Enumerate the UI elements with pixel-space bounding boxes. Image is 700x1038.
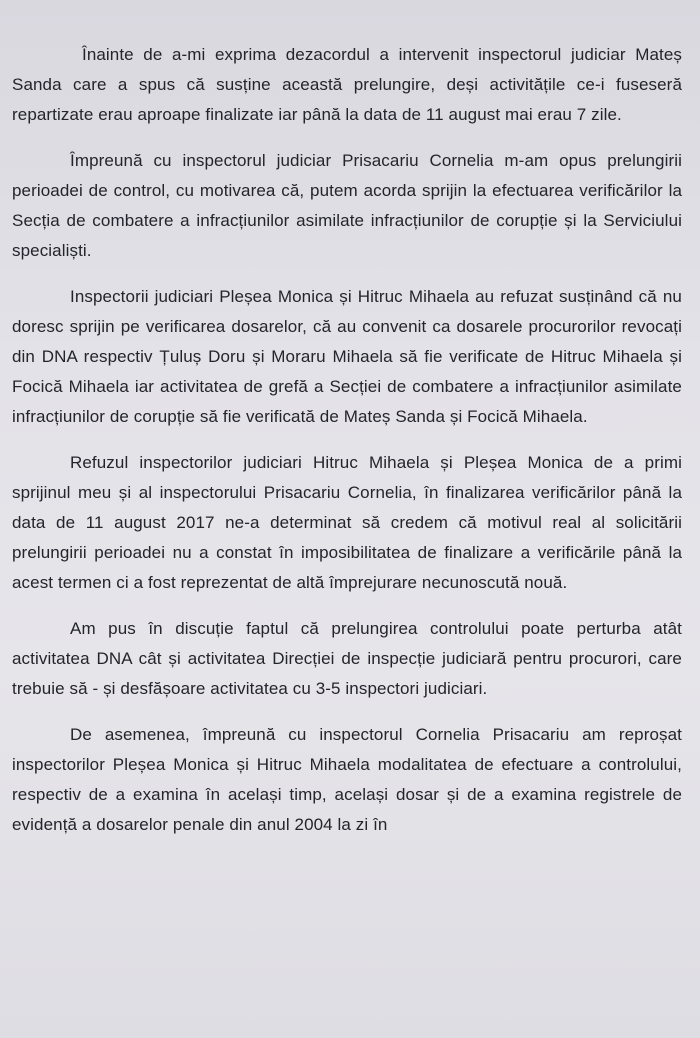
paragraph-3: Inspectorii judiciari Pleșea Monica și Hitruc Mihaela au refuzat susținând că nu doresc sprijin pe verificarea dosarelor, că au convenit ca dosarele procurorilor revocați din DNA respectiv Țuluș Doru și Moraru Mihaela să fie verificate de Hitruc Mihaela și Focică Mihaela iar activitatea de grefă a Secției de combatere a infracțiunilor asimilate infracțiunilor de corupție să fie verificată de Mateș Sanda și Focică Mihaela. [12, 287, 682, 426]
paragraph-4: Refuzul inspectorilor judiciari Hitruc Mihaela și Pleșea Monica de a primi sprijinul meu și al inspectorului Prisacariu Cornelia, în finalizarea verificărilor până la data de 11 august 2017 ne-a determinat să credem că motivul real al solicitării prelungirii perioadei nu a constat în imposibilitatea de finalizare a verificările până la acest termen ci a fost reprezentat de altă împrejurare necunoscută nouă. [12, 453, 682, 592]
paragraph-2: Împreună cu inspectorul judiciar Prisacariu Cornelia m-am opus prelungirii perioadei de control, cu motivarea că, putem acorda sprijin la efectuarea verificărilor la Secția de combatere a infracțiunilor asimilate infracțiunilor de corupție și la Serviciului specialiști. [12, 151, 682, 260]
paragraph-1: Înainte de a-mi exprima dezacordul a intervenit inspectorul judiciar Mateș Sanda care a spus că susține această prelungire, deși activitățile ce-i fuseseră repartizate erau aproape finalizate iar până la data de 11 august mai erau 7 zile. [12, 45, 682, 124]
paragraph-5: Am pus în discuție faptul că prelungirea controlului poate perturba atât activitatea DNA cât și activitatea Direcției de inspecție judiciară pentru procurori, care trebuie să - și desfășoare activitatea cu 3-5 inspectori judiciari. [12, 619, 682, 698]
paragraph-6: De asemenea, împreună cu inspectorul Cornelia Prisacariu am reproșat inspectorilor Pleșea Monica și Hitruc Mihaela modalitatea de efectuare a controlului, respectiv de a examina în același timp, același dosar și de a examina registrele de evidență a dosarelor penale din anul 2004 la zi în [12, 725, 682, 834]
